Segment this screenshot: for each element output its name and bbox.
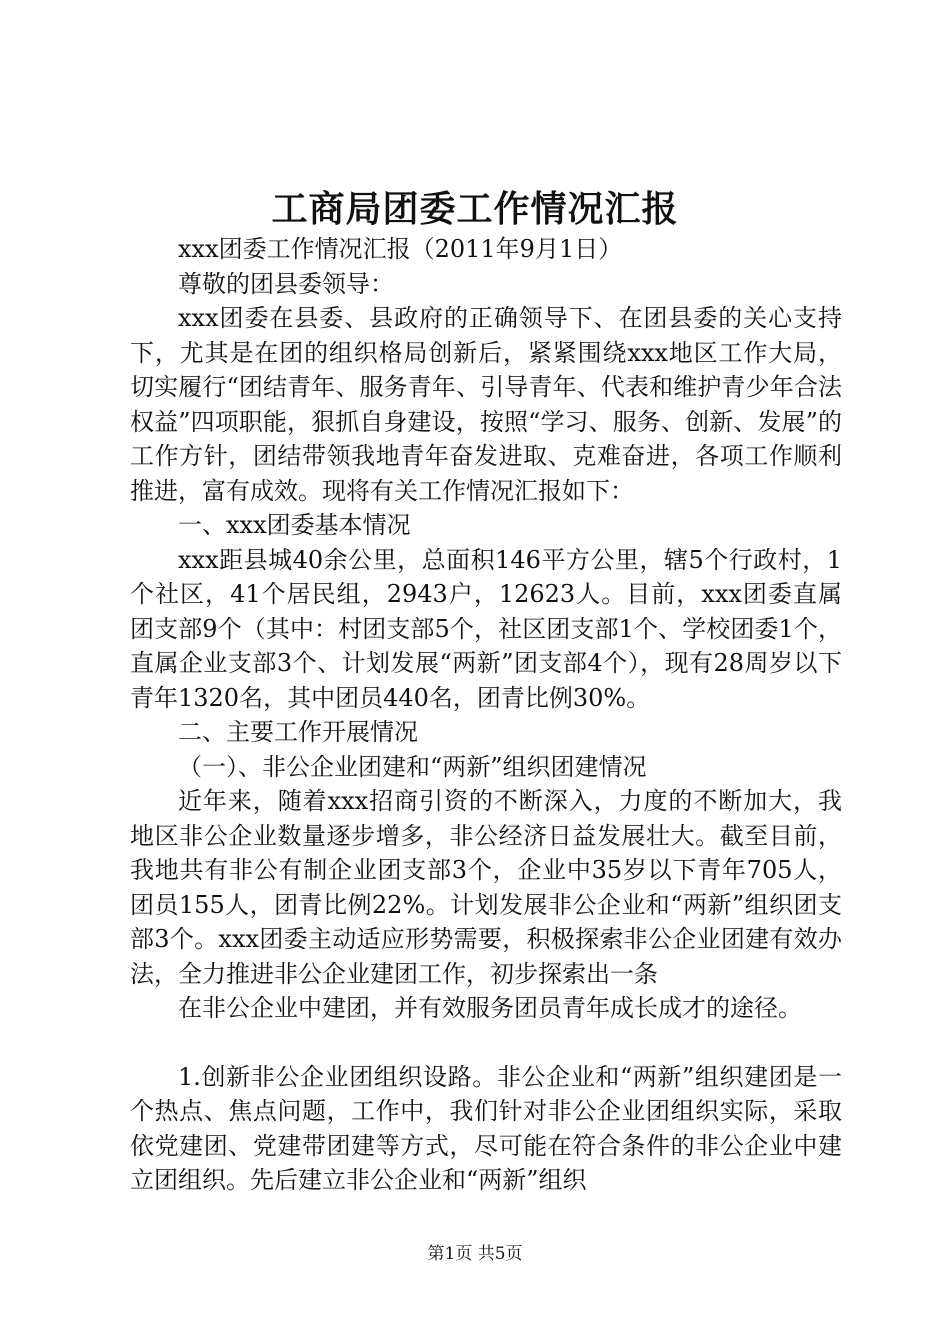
subsection-heading-nonpublic: （一）、非公企业团建和“两新”组织团建情况 bbox=[178, 752, 647, 781]
paragraph-nonpublic-continued: 在非公企业中建团，并有效服务团员青年成长成才的途径。 bbox=[178, 994, 802, 1022]
document-title: 工商局团委工作情况汇报 bbox=[271, 188, 679, 230]
paragraph-nonpublic: 近年来，随着xxx招商引资的不断深入，力度的不断加大，我地区非公企业数量逐步增多，非公经济日益发展壮大。截至目前，我地共有非公有制企业团支部3个，企业中35岁以下青年705人，团员155人，团青比例22%。计划发展非公企业和“两新”组织团支部3个。xxx团委主动适应形势需要，积极探索非公企业团建有效办法，全力推进非公企业建团工作，初步探索出一条 bbox=[130, 787, 842, 988]
paragraph-report-heading: xxx团委工作情况汇报（2011年9月1日） bbox=[178, 235, 623, 263]
paragraph-item-1: 1.创新非公企业团组织设路。非公企业和“两新”组织建团是一个热点、焦点问题，工作中，我们针对非公企业团组织实际，采取依党建团、党建带团建等方式，尽可能在符合条件的非公企业中建立团组织。先后建立非公企业和“两新”组织 bbox=[130, 1062, 842, 1194]
section-heading-basic-info: 一、xxx团委基本情况 bbox=[178, 511, 411, 539]
paragraph-salutation: 尊敬的团县委领导： bbox=[178, 269, 394, 298]
page-footer: 第1页 共5页 bbox=[427, 1244, 523, 1264]
section-heading-main-work: 二、主要工作开展情况 bbox=[178, 718, 418, 746]
paragraph-basic-info: xxx距县城40余公里，总面积146平方公里，辖5个行政村，1个社区，41个居民组，2943户，12623人。目前，xxx团委直属团支部9个（其中：村团支部5个，社区团支部1个、学校团委1个，直属企业支部3个、计划发展“两新”团支部4个），现有28周岁以下青年1320名，其中团员440名，团青比例30%。 bbox=[130, 545, 842, 712]
paragraph-introduction: xxx团委在县委、县政府的正确领导下、在团县委的关心支持下，尤其是在团的组织格局创新后，紧紧围绕xxx地区工作大局，切实履行“团结青年、服务青年、引导青年、代表和维护青少年合法权益”四项职能，狠抓自身建设，按照“学习、服务、创新、发展”的工作方针，团结带领我地青年奋发进取、克难奋进，各项工作顺利推进，富有成效。现将有关工作情况汇报如下： bbox=[130, 304, 842, 505]
document-body bbox=[130, 232, 842, 1198]
